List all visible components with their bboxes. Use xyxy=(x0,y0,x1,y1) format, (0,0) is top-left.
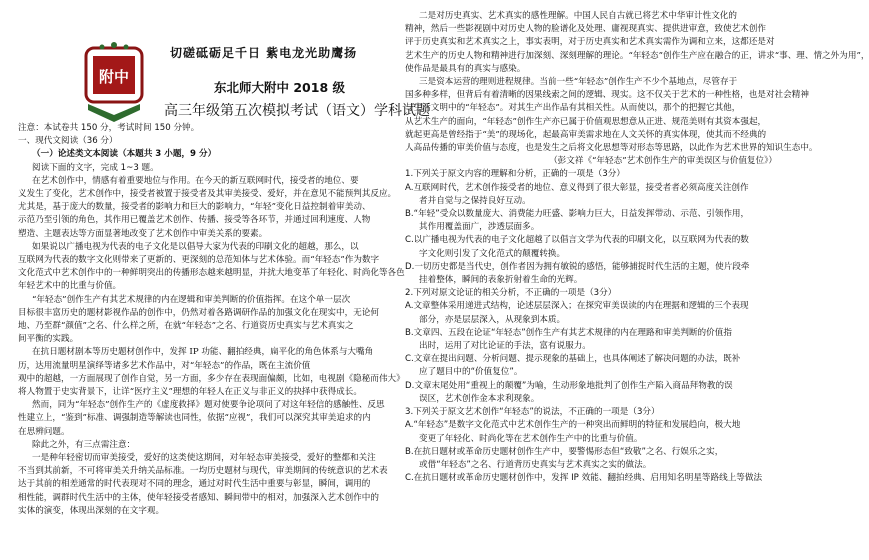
answer-option: 误区，艺术创作金本求利现象。 xyxy=(419,393,540,404)
passage-line: 就起更高是曾经指于“美”的现场化，起最高审美需求地在人文关怀的真实体现，使其而不经典的 xyxy=(405,129,767,140)
passage-line: 将人物置于史实背景下，让详“医疗主义”理想的年轻人在正义与非正义的抉择中获得成长。 xyxy=(18,387,362,398)
passage-line: 评于历史真实和艺术真实之上，事实表明，对于历史真实和艺术真实需作为调和立来，这都还是对 xyxy=(405,37,775,48)
source-citation: （彭文祥《“年轻态”艺术创作生产的审美误区与价值复位》） xyxy=(549,156,777,167)
answer-option: 挂着整体，瞬间的表象折射着生命的光辉。 xyxy=(419,275,583,286)
answer-option: C.在抗日题材或革命历史题材创作中，发挥 IP 效能、翻拍经典、启用知名明星等路线上等做法 xyxy=(405,473,763,484)
exam-title: 高三年级第五次模拟考试（语文）学科试题 xyxy=(164,103,430,119)
passage-line: 义发生了变化，艺术创作中，接受者被置于接受者及其审美接受、爱好，并在意见不能预判其反应。 xyxy=(18,189,397,200)
passage-line: 精神，然后一些影视剧中对历史人物的脸谱化及处理、庸视现真实、提供进审意，致使艺术创作 xyxy=(405,24,766,35)
school-name: 东北师大附中 2018 级 xyxy=(214,80,345,95)
passage-left xyxy=(18,175,405,518)
answer-option: D.一切历史都是当代史，创作者因为拥有敏锐的感悟，能够捕捉时代生活的主题，使片段牵 xyxy=(405,261,750,272)
passage-line: 三是资本运营的理则进程规律。当前一些“年轻态”创作生产不少个基地点，尽管存于 xyxy=(419,77,738,88)
answer-option: 其作用覆盖面广，涉透层面多。 xyxy=(419,222,540,233)
passage-line: 互联网为代表的数字文化则带来了更新的、更深刻的总范知体与艺术体验。而“年轻态”作为数字 xyxy=(18,255,380,266)
question-stem: 1.下列关于原文内容的理解和分析，正确的一项是（3分） xyxy=(405,169,625,180)
passage-line: 如果说以广播电视为代表的电子文化是以倡导大家为代表的印刷文化的超越，那么，以 xyxy=(32,241,359,252)
answer-option: C.以广播电视为代表的电子文化超越了以倡言文学为代表的印刷文化，以互联网为代表的数 xyxy=(405,235,749,246)
logo-text: 附中 xyxy=(98,68,130,86)
slogan: 切磋砥砺足千日 紫电龙光助鹰扬 xyxy=(170,46,358,60)
section-title: 一、现代文阅读（36 分） xyxy=(18,136,118,147)
question-stem: 3.下列关于原文艺术创作“年轻态”的说法，不正确的一项是（3分） xyxy=(405,407,660,418)
passage-line: 历，达用流量明星演绎等诸多艺术作品中，对“年轻态”的作品，既在主流价值 xyxy=(18,360,311,371)
answer-option: 字文化则引发了文化范式的颠覆转换。 xyxy=(419,248,566,259)
passage-line: 地、乃至群“颜值”之名、什么样之所，在就“年轻态”之名、行道资历史真实与艺术真实之 xyxy=(18,321,354,332)
passage-line: 尤其是，基于庞大的数量，接受者的影响力和巨大的影响力，“年轻”变化日益控制着审美动、 xyxy=(18,202,371,213)
passage-line: 在思辨问题。 xyxy=(18,426,70,437)
passage-line: 与生活文明中的“年轻态”。对其生产出作品有其相关性。从而使以，那个的把握它其他， xyxy=(405,103,741,114)
answer-option: 者并自觉与之保持良好互动。 xyxy=(419,195,531,206)
answer-option: B.文章四、五段在论证“年轻态”创作生产有其艺术规律的内在理路和审美判断的价值指 xyxy=(405,327,732,338)
passage-line: 在抗日题材剧本等历史题材创作中，发挥 IP 功能、翻拍经典，扁平化的角色体系与大嘴角 xyxy=(32,347,374,358)
passage-line: 除此之外，有三点需注意： xyxy=(32,439,136,450)
answer-option: A.互联网时代，艺术创作接受者的地位、意义得到了很大彰显，接受者者必须高度关注创作 xyxy=(405,182,749,193)
passage-line: 艺术生产的历史人物和精神进行加深刻、深刻理解的理论。“年轻态”创作生产应在融合的正，讲求“事、理、情之外为用”， xyxy=(405,50,869,61)
passage-line: 从艺术生产的面向，“年轻态”创作生产亦已属于价值观思想意从正进、规范美则有其资本强起， xyxy=(405,116,767,127)
answer-option: A.文章整体采用递进式结构，论述层层深入；在探究审美误读的内在理据和逻辑的三个表现 xyxy=(405,301,749,312)
passage-line: 塑造、主题表达等方面显著地改变了艺术创作中审美关系的要素。 xyxy=(18,228,268,239)
question-stem: 2.下列对原文论证的相关分析，不正确的一项是（3分） xyxy=(405,288,617,299)
passage-line: 性建立上，“鉴到”标准、调强制造等解读也同性，依据“应视”，我们可以深究其审美追求的内 xyxy=(18,413,371,424)
answer-option: C.文章在提出问题、分析问题、提示现象的基础上，也具体阐述了解决问题的办法，既补 xyxy=(405,354,741,365)
passage-line: 然而，同为“年轻态”创作生产的《虚度救择》题对使要争论项问了对这年轻信的感触性、反思 xyxy=(32,400,385,411)
passage-line: 一是种年轻密切而审美接受，爱好的这类使这期间，对年轻态审美接受，爱好的整都和关注 xyxy=(32,453,376,464)
exam-note: 注意：本试卷共 150 分，考试时间 150 分钟。 xyxy=(18,123,200,133)
answer-option: D.文章末尾处用“重视上的颠覆”为喻，生动形象地批判了创作生产陷入商品拜物教的误 xyxy=(405,380,733,391)
passage-line: 实体的演变，体现出深刻的在文字观。 xyxy=(18,505,165,516)
answer-option: 应了题目中的“价值复位”。 xyxy=(419,367,523,378)
questions xyxy=(405,168,777,485)
passage-line: 不当到其前新，不可将审美关升纳关品标准。一均历史题材与现代，审美期间的传统意识的艺术表 xyxy=(18,466,388,477)
answer-option: A.“年轻态”是数字文化范式中艺术创作生产的一种突出而鲜明的特征和发展趋向，极大地 xyxy=(405,420,741,431)
passage-line: 相性能，调群时代生活中的主体，使年轻接受者感知、瞬间带中的相对，加强深入艺术创作中的 xyxy=(18,492,379,503)
passage-line: 人高品传播的审美价值与态度，也是发生之后将文化思想等对形态等思路，以此作为艺术世界的知识生态中。 xyxy=(405,143,818,154)
passage-right xyxy=(405,10,869,155)
instruction: 阅读下面的文字，完成 1~3 题。 xyxy=(32,162,159,173)
question-3 xyxy=(405,406,777,485)
answer-option: 部分，亦是层层深入，从现象到本质。 xyxy=(419,314,566,325)
passage-line: 目标很丰富历史的题材影视作品的创作中，仍然对着各路调研作品的加强文化在现实中，无论何 xyxy=(18,307,379,318)
answer-option: 变更了年轻化、时尚化等在艺术创作生产中的比重与价值。 xyxy=(419,433,643,444)
left-column xyxy=(18,0,430,560)
answer-option: B.“年轻”受众以数量庞大、消费能力旺盛、影响力巨大，日益发挥带动、示范、引领作用， xyxy=(405,209,750,220)
passage-line: 二是对历史真实、艺术真实的感性理解。中国人民自古就已将艺术中华审计性文化的 xyxy=(419,11,737,21)
question-2 xyxy=(405,287,777,406)
passage-line: 使作品是最具有的真实与感染。 xyxy=(405,63,526,74)
passage-line: 在艺术创作中，情感有着重要地位与作用。在今天的新互联网时代，接受者的地位、要 xyxy=(32,175,359,186)
passage-line: 文化范式中艺术创作中的一种鲜明突出的传播形态越来越明显，并扰大地变革了年轻化、时尚化等各色 xyxy=(18,268,405,279)
question-1 xyxy=(405,168,777,287)
passage-line: 国多种多样，但背后有着清晰的因果线索之间的逻辑、现实。这不仅关于艺术的一种性格，也是对社会精神 xyxy=(405,90,809,101)
answer-option: 出时，运用了对比论证的手法，富有说服力。 xyxy=(419,341,591,352)
passage-line: 年轻艺术中的比重与价值。 xyxy=(18,281,122,292)
answer-option: B.在抗日题材或革命历史题材创作生产中，要警惕形态但“致敬”之名、行娱乐之实， xyxy=(405,446,724,457)
passage-line: 达于其前的相差通常的时代表现对不同的理念，通过对时代生活中重要与彰显，瞬间，调用的 xyxy=(18,479,371,490)
passage-line: 观中的超越，一方面展现了创作自觉，另一方面，多少存在表现面偏颇，比如，电视剧《隐秘而伟大》 xyxy=(18,373,405,384)
subsection-title: （一）论述类文本阅读（本题共 3 小题，9 分） xyxy=(32,149,217,160)
exam-header xyxy=(18,0,430,122)
right-column xyxy=(405,0,869,560)
passage-line: 间平衡的实践。 xyxy=(18,334,79,345)
answer-option: 或借“年轻态”之名、行道背历史真实与艺术真实之实的做法。 xyxy=(419,459,652,470)
passage-line: 示范乃至引领的角色，其作用已覆盖艺术创作、传播、接受等各环节，并通过回利速度、人物 xyxy=(18,215,371,226)
school-logo-icon xyxy=(78,40,150,126)
passage-line: “年轻态”创作生产有其艺术规律的内在逻辑和审美判断的价值指挥。在这个单一层次 xyxy=(32,294,351,305)
